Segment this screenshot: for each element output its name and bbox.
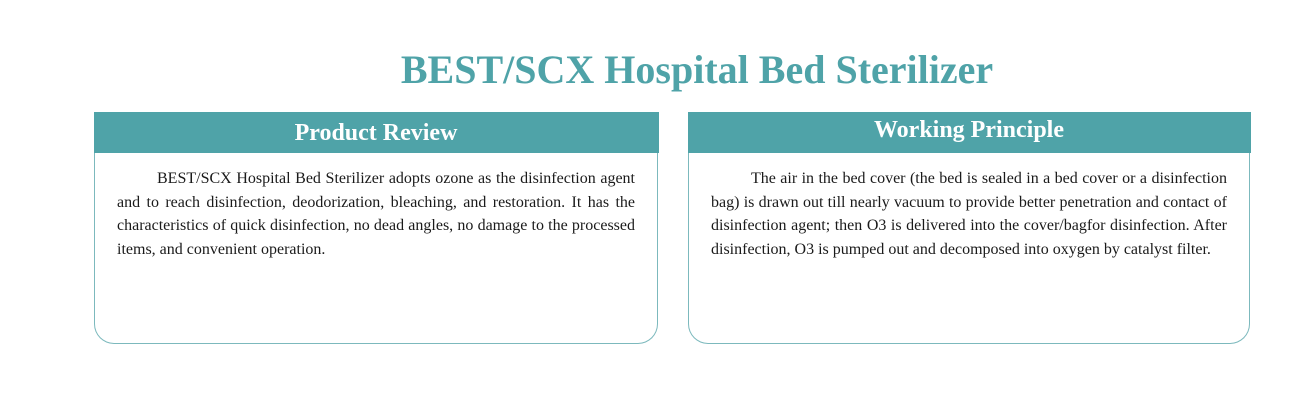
product-review-text: BEST/SCX Hospital Bed Sterilizer adopts ozone as the disinfection agent and to reach disinfection, deodorization, bleaching, and restoration. It has the characteristics of quick disinfection, no dead angles, no damage to the processed items, and convenient operation. xyxy=(117,170,635,258)
page-title: BEST/SCX Hospital Bed Sterilizer xyxy=(400,47,994,92)
working-principle-card xyxy=(688,112,1250,344)
product-review-heading: Product Review xyxy=(94,112,659,153)
product-review-card xyxy=(94,112,658,344)
working-principle-text: The air in the bed cover (the bed is sealed in a bed cover or a disinfection bag) is drawn out till nearly vacuum to provide better penetration and contact of disinfection agent; then O3 is delivered into the cover/bagfor disinfection. After disinfection, O3 is pumped out and decomposed into oxygen by catalyst filter. xyxy=(711,170,1227,258)
working-principle-heading: Working Principle xyxy=(688,112,1251,153)
